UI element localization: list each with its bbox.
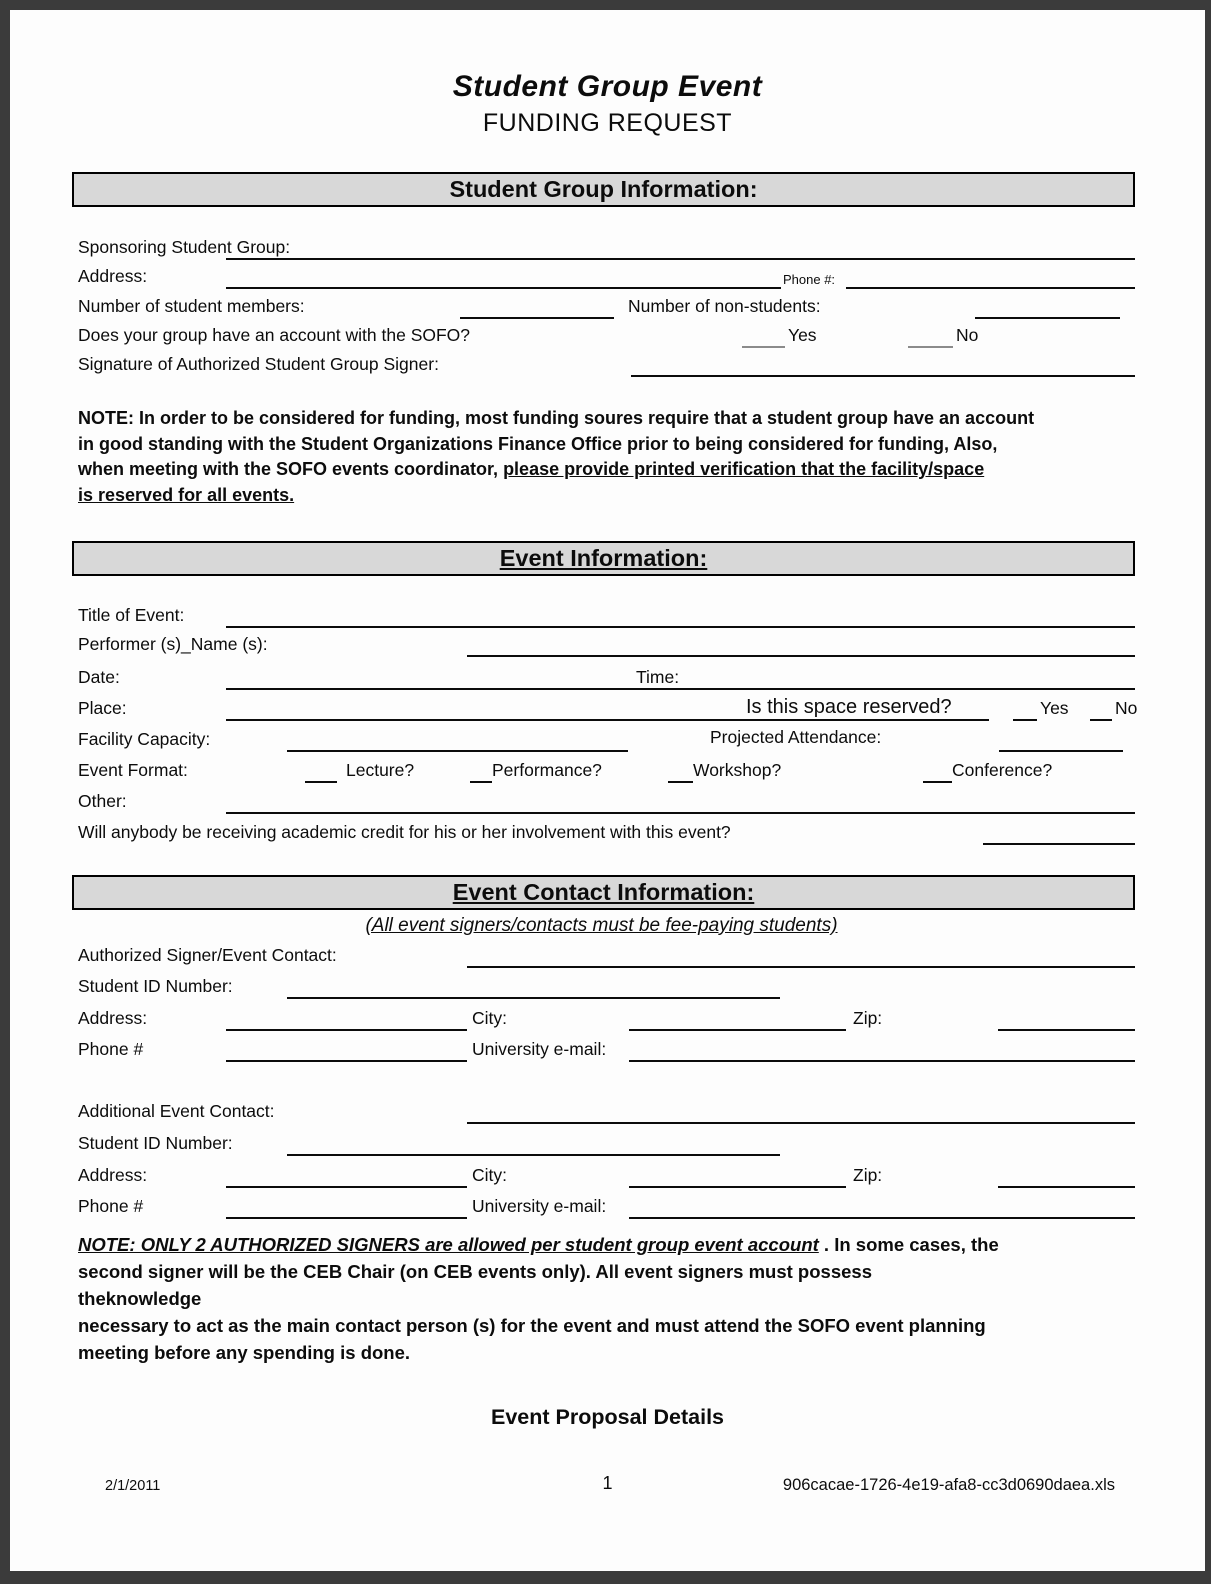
facility-capacity-label: Facility Capacity:: [78, 729, 211, 749]
signers-note-line: theknowledge: [78, 1288, 202, 1309]
signers-note-line: second signer will be the CEB Chair (on CEB events only). All event signers must possess: [78, 1261, 872, 1282]
funding-note-line: when meeting with the SOFO events coordinator, please provide printed verification that the facility/space: [78, 459, 985, 479]
place-blank-line: [226, 719, 989, 721]
document-subtitle: FUNDING REQUEST: [482, 109, 733, 137]
contact-email-blank-line: [629, 1217, 1135, 1219]
place-row: [78, 696, 1138, 725]
footer-filename: 906cacae-1726-4e19-afa8-cc3d0690daea.xls: [782, 1476, 1115, 1494]
form-document-page: [10, 10, 1205, 1571]
date-time-blank-line: [226, 688, 1135, 690]
section-header-label: Event Information:: [499, 545, 708, 571]
additional-contact-row: [78, 1101, 1135, 1128]
student-id-blank-line: [287, 1154, 780, 1156]
contact-city-label: City:: [472, 1008, 507, 1028]
facility-capacity-blank-line: [287, 750, 628, 752]
format-conference-blank: [923, 781, 952, 783]
funding-note: [78, 408, 1138, 510]
section-header-event-information: [72, 541, 1135, 576]
student-id-row: [78, 1133, 1135, 1160]
authorized-signer-label: Authorized Signer/Event Contact:: [78, 945, 337, 965]
event-title-blank-line: [226, 626, 1135, 628]
event-format-row: [78, 760, 1135, 787]
event-title-row: [78, 605, 1135, 632]
student-id-label: Student ID Number:: [78, 976, 233, 996]
sofo-no-blank: [908, 346, 953, 348]
group-address-blank-line: [226, 287, 781, 289]
authorized-signer-blank-line: [467, 966, 1135, 968]
student-id-row: [78, 976, 1135, 1003]
contact-section-subheading: (All event signers/contacts must be fee-paying students): [365, 915, 838, 936]
sponsoring-group-row: [78, 237, 1135, 264]
sponsoring-group-blank-line: [226, 258, 1135, 260]
signers-note: [78, 1234, 1148, 1369]
capacity-attendance-row: [78, 729, 1135, 756]
student-id-label: Student ID Number:: [78, 1133, 233, 1153]
contact-zip-blank-line: [998, 1186, 1135, 1188]
date-label: Date:: [78, 667, 120, 687]
format-lecture-blank: [305, 781, 337, 783]
signers-note-line: necessary to act as the main contact person (s) for the event and must attend the SOFO event planning: [78, 1315, 986, 1336]
reserved-yes-blank: [1013, 719, 1037, 721]
academic-credit-row: [78, 822, 1135, 849]
signers-note-line: NOTE: ONLY 2 AUTHORIZED SIGNERS are allowed per student group event account . In some cases, the: [78, 1234, 999, 1255]
performer-label: Performer (s)_Name (s):: [78, 634, 268, 654]
performer-row: [78, 634, 1135, 661]
contact-address-blank-line: [226, 1029, 467, 1031]
format-workshop-blank: [668, 781, 693, 783]
contact-phone-row: [78, 1196, 1135, 1223]
contact-email-blank-line: [629, 1060, 1135, 1062]
format-performance-blank: [470, 781, 492, 783]
academic-credit-question: Will anybody be receiving academic credit for his or her involvement with this event?: [78, 822, 731, 842]
contact-city-blank-line: [629, 1029, 846, 1031]
sofo-yes-label: Yes: [788, 325, 817, 345]
non-students-blank-line: [975, 317, 1120, 319]
contact-phone-label: Phone #: [78, 1039, 144, 1059]
reserved-no-label: No: [1115, 698, 1138, 718]
section-header-student-group-information: [72, 172, 1135, 207]
group-phone-blank-line: [846, 287, 1135, 289]
contact-city-label: City:: [472, 1165, 507, 1185]
signers-note-line: meeting before any spending is done.: [78, 1342, 411, 1363]
group-address-row: [78, 266, 1135, 293]
contact-phone-label: Phone #: [78, 1196, 144, 1216]
contact-address-label: Address:: [78, 1165, 148, 1185]
contact-zip-label: Zip:: [853, 1165, 883, 1185]
space-reserved-question: Is this space reserved?: [746, 696, 952, 718]
projected-attendance-blank-line: [999, 750, 1123, 752]
format-performance-label: Performance?: [492, 760, 602, 780]
other-format-row: [78, 791, 1135, 818]
sofo-yes-blank: [742, 346, 785, 348]
performer-blank-line: [467, 655, 1135, 657]
event-title-label: Title of Event:: [78, 605, 185, 625]
document-title: Student Group Event: [452, 70, 763, 103]
other-blank-line: [226, 812, 1135, 814]
reserved-no-blank: [1090, 719, 1112, 721]
footer-page-number: 1: [602, 1473, 613, 1493]
contact-city-blank-line: [629, 1186, 846, 1188]
event-format-label: Event Format:: [78, 760, 188, 780]
non-students-label: Number of non-students:: [628, 296, 821, 316]
format-workshop-label: Workshop?: [693, 760, 782, 780]
member-counts-row: [78, 296, 1135, 323]
academic-credit-blank-line: [983, 843, 1135, 845]
other-label: Other:: [78, 791, 127, 811]
sofo-no-label: No: [956, 325, 979, 345]
section-header-label: Student Group Information:: [449, 176, 758, 202]
funding-note-line: in good standing with the Student Organizations Finance Office prior to being considered for funding, Also,: [78, 433, 998, 454]
contact-address-row: [78, 1165, 1135, 1192]
contact-phone-blank-line: [226, 1060, 467, 1062]
group-address-label: Address:: [78, 266, 148, 286]
projected-attendance-label: Projected Attendance:: [710, 727, 882, 747]
contact-zip-label: Zip:: [853, 1008, 883, 1028]
format-lecture-label: Lecture?: [346, 760, 415, 780]
footer-date: 2/1/2011: [105, 1478, 161, 1494]
student-id-blank-line: [287, 997, 780, 999]
authorized-signer-row: [78, 945, 1135, 972]
sponsoring-group-label: Sponsoring Student Group:: [78, 237, 291, 257]
section-header-event-contact-information: [72, 875, 1135, 910]
time-label: Time:: [636, 667, 680, 687]
contact-email-label: University e-mail:: [472, 1039, 607, 1059]
funding-note-line: is reserved for all events.: [78, 484, 295, 505]
contact-zip-blank-line: [998, 1029, 1135, 1031]
funding-note-line: NOTE: In order to be considered for funding, most funding soures require that a student group have an account: [78, 408, 1035, 428]
contact-address-label: Address:: [78, 1008, 148, 1028]
signature-row: [78, 354, 1135, 381]
contact-address-blank-line: [226, 1186, 467, 1188]
sofo-account-row: [78, 325, 1135, 352]
contact-phone-blank-line: [226, 1217, 467, 1219]
student-members-blank-line: [460, 317, 614, 319]
student-members-label: Number of student members:: [78, 296, 305, 316]
signature-blank-line: [631, 375, 1135, 377]
contact-phone-row: [78, 1039, 1135, 1066]
additional-contact-blank-line: [467, 1122, 1135, 1124]
group-phone-label: Phone #:: [783, 272, 836, 287]
section-header-label: Event Contact Information:: [452, 879, 755, 905]
place-label: Place:: [78, 698, 127, 718]
contact-email-label: University e-mail:: [472, 1196, 607, 1216]
reserved-yes-label: Yes: [1040, 698, 1069, 718]
event-proposal-details-heading: Event Proposal Details: [491, 1405, 724, 1429]
date-time-row: [78, 667, 1135, 694]
sofo-question-label: Does your group have an account with the SOFO?: [78, 325, 471, 345]
contact-address-row: [78, 1008, 1135, 1035]
format-conference-label: Conference?: [952, 760, 1053, 780]
additional-contact-label: Additional Event Contact:: [78, 1101, 275, 1121]
signature-label: Signature of Authorized Student Group Signer:: [78, 354, 439, 374]
